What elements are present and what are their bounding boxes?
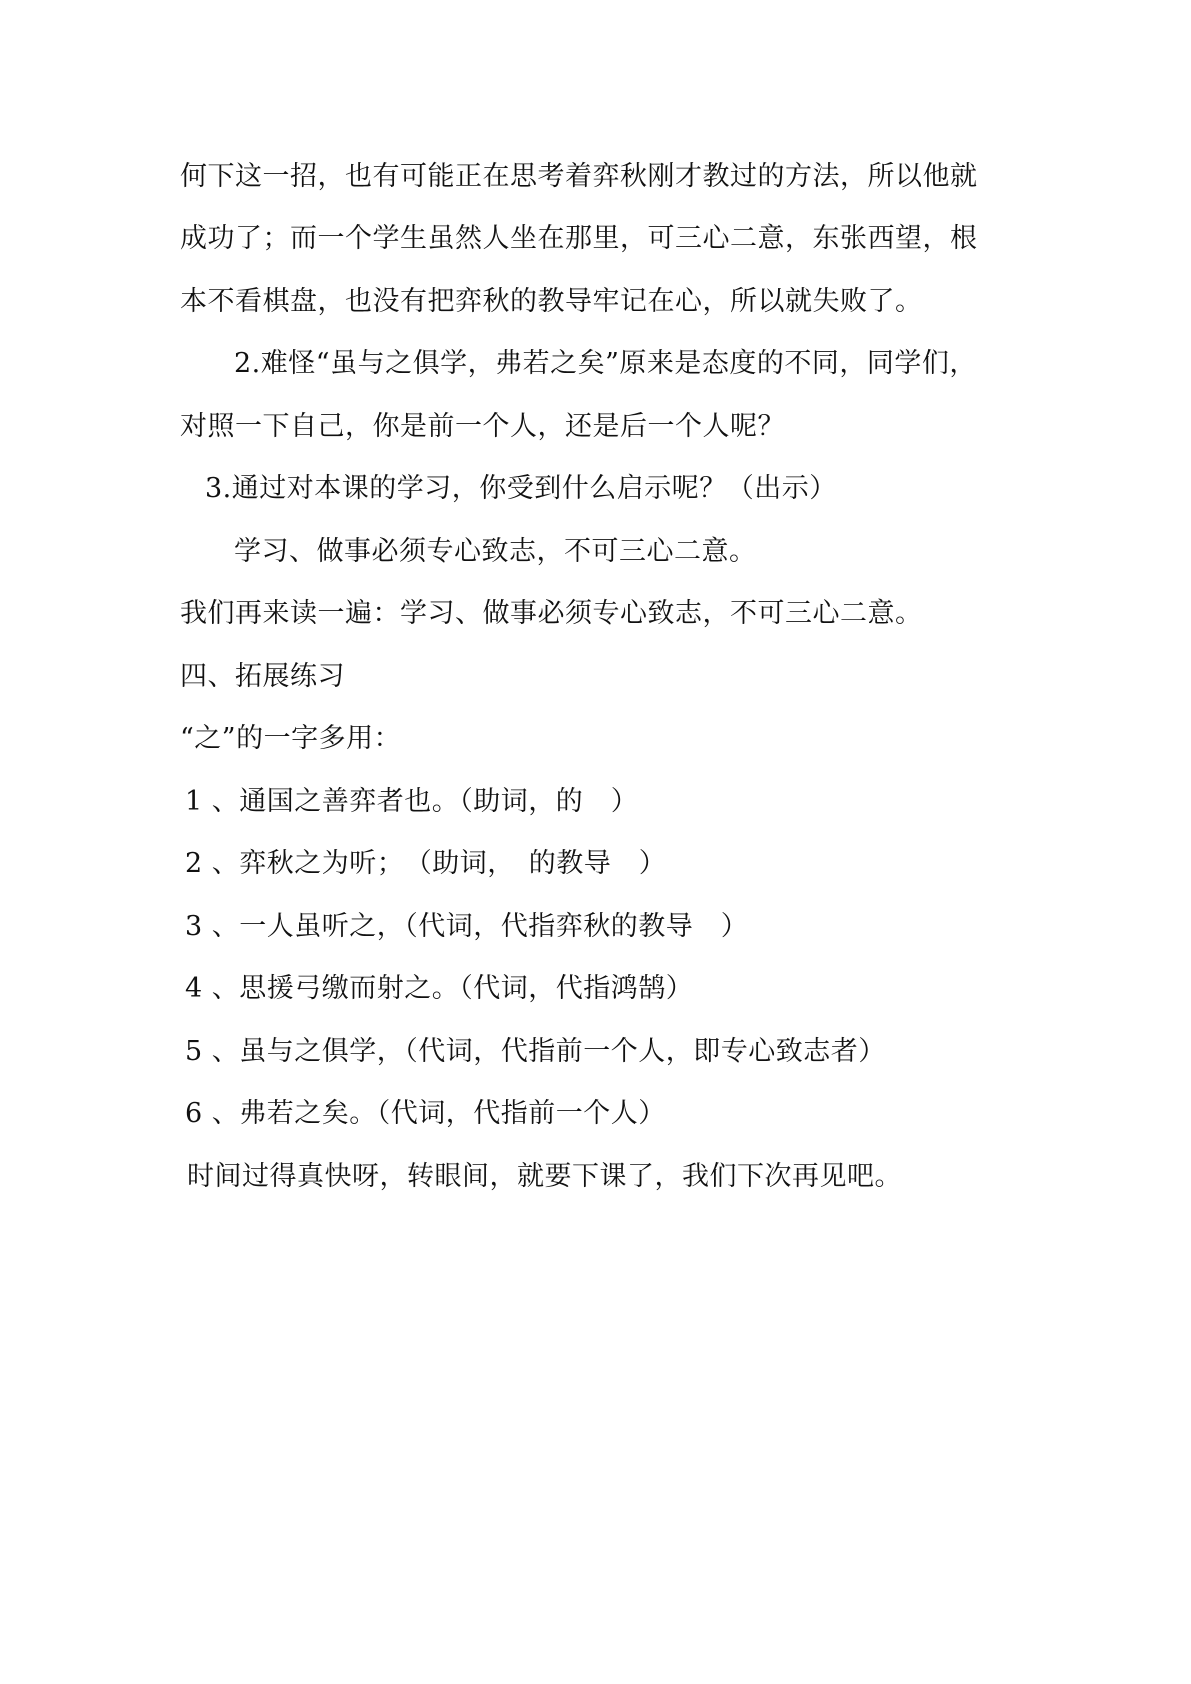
paragraph-line: 我们再来读一遍：学习、做事必须专心致志，不可三心二意。 (180, 598, 923, 629)
paragraph-line: “之”的一字多用： (180, 723, 402, 754)
paragraph-line: 3.通过对本课的学习，你受到什么启示呢？（出示） (205, 473, 837, 504)
list-item: 5 、虽与之俱学，（代词，代指前一个人，即专心致志者） (185, 1036, 886, 1067)
list-item: 4 、思援弓缴而射之。（代词，代指鸿鹄） (185, 973, 694, 1004)
paragraph-line: 2.难怪“虽与之俱学，弗若之矣”原来是态度的不同，同学们， (234, 348, 977, 379)
paragraph-line: 对照一下自己，你是前一个人，还是后一个人呢？ (180, 411, 785, 442)
paragraph-line: 学习、做事必须专心致志，不可三心二意。 (234, 536, 757, 567)
section-heading: 四、拓展练习 (180, 661, 345, 692)
list-item: 1 、通国之善弈者也。（助词，的 ） (185, 786, 639, 817)
list-item: 2 、弈秋之为听； （助词， 的教导 ） (185, 848, 667, 879)
paragraph-line: 何下这一招，也有可能正在思考着弈秋刚才教过的方法，所以他就 (180, 161, 978, 192)
paragraph-line: 时间过得真快呀，转眼间，就要下课了，我们下次再见吧。 (187, 1161, 902, 1192)
paragraph-line: 本不看棋盘，也没有把弈秋的教导牢记在心，所以就失败了。 (180, 286, 923, 317)
list-item: 3 、一人虽听之，（代词，代指弈秋的教导 ） (185, 911, 749, 942)
paragraph-line: 成功了；而一个学生虽然人坐在那里，可三心二意，东张西望，根 (180, 223, 978, 254)
list-item: 6 、弗若之矣。（代词，代指前一个人） (185, 1098, 666, 1129)
